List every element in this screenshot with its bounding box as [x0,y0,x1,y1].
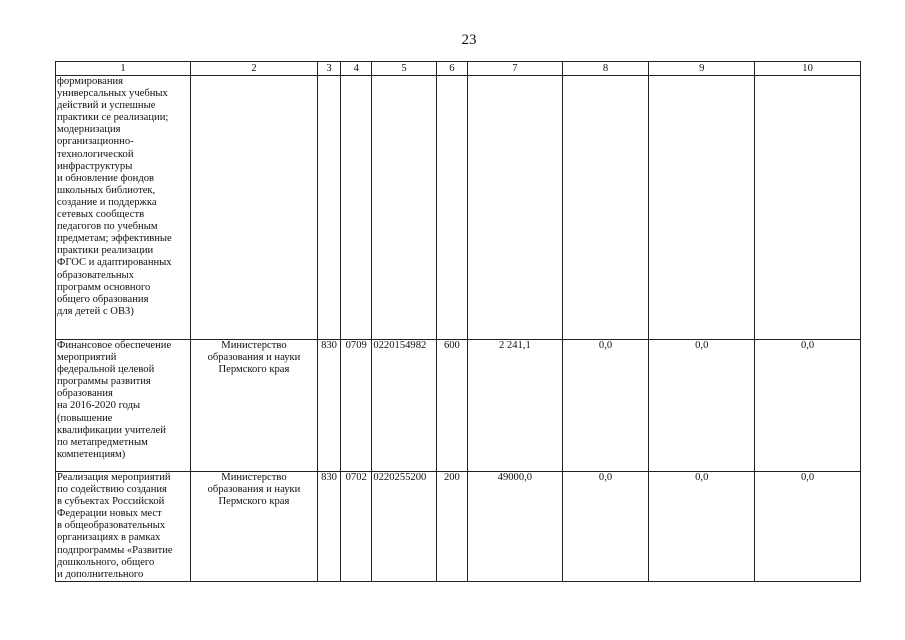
cell-col-3: 830 [317,340,340,472]
cell-col-7 [468,76,563,340]
table-row [56,76,861,340]
cell-col-8 [562,76,649,340]
table-row [56,340,861,472]
measure-name-cell: Реализация мероприятий по содействию создания в субъектах Российской Федерации новых мест в общеобразовательных организациях в рамках подпрограммы «Развитие дошкольного, общего и дополнительного [56,472,191,582]
page-number: 23 [461,32,477,48]
column-header: 3 [317,62,340,76]
budget-table [55,61,861,582]
measure-name-cell: Финансовое обеспечение мероприятий федеральной целевой программы развития образования на 2016-2020 годы (повышение квалификации учителей по метапредметным компетенциям) [56,340,191,472]
cell-col-7: 49000,0 [468,472,563,582]
cell-col-4: 0709 [341,340,372,472]
cell-col-10: 0,0 [755,340,861,472]
cell-col-10 [755,76,861,340]
ministry-cell: Министерство образования и науки Пермского края [191,472,318,582]
cell-col-3 [317,76,340,340]
cell-col-9 [649,76,755,340]
cell-col-3: 830 [317,472,340,582]
column-header: 2 [191,62,318,76]
cell-col-6 [436,76,467,340]
column-header: 9 [649,62,755,76]
cell-col-9: 0,0 [649,472,755,582]
cell-col-5: 0220154982 [372,340,436,472]
cell-col-4: 0702 [341,472,372,582]
column-header: 4 [341,62,372,76]
column-header: 6 [436,62,467,76]
cell-col-9: 0,0 [649,340,755,472]
table-header-row [56,62,861,76]
cell-col-5: 0220255200 [372,472,436,582]
cell-col-10: 0,0 [755,472,861,582]
column-header: 5 [372,62,436,76]
measure-name-cell: формирования универсальных учебных действий и успешные практики се реализации; модернизация организационно- технологической инфраструктуры и обновление фондов школьных библиотек, создание и поддержка сетевых сообществ педагогов по учебным предметам; эффективные практики реализации ФГОС и адаптированных образовательных программ основного общего образования для детей с ОВЗ) [56,76,191,340]
column-header: 1 [56,62,191,76]
cell-col-4 [341,76,372,340]
ministry-cell: Министерство образования и науки Пермского края [191,340,318,472]
cell-col-6: 600 [436,340,467,472]
column-header: 10 [755,62,861,76]
table-row [56,472,861,582]
cell-col-8: 0,0 [562,340,649,472]
cell-col-5 [372,76,436,340]
column-header: 8 [562,62,649,76]
ministry-cell [191,76,318,340]
column-header: 7 [468,62,563,76]
cell-col-8: 0,0 [562,472,649,582]
cell-col-6: 200 [436,472,467,582]
cell-col-7: 2 241,1 [468,340,563,472]
